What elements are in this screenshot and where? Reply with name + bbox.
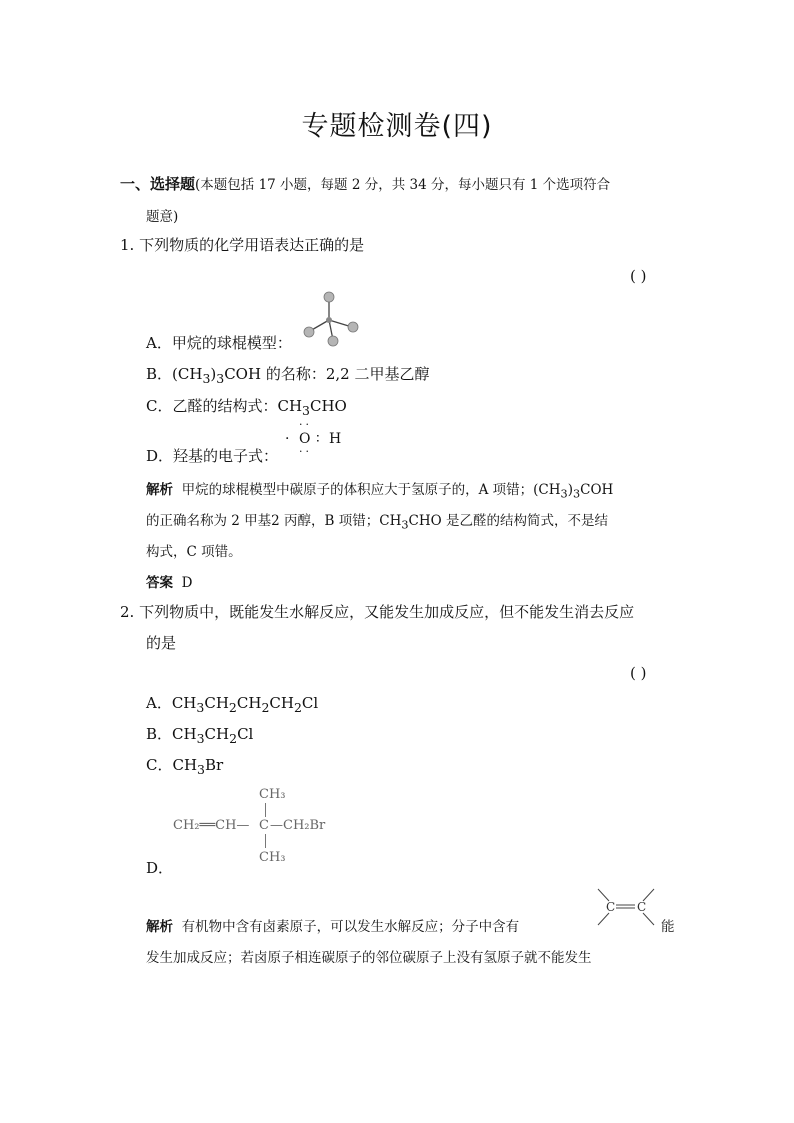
- q2-analysis-line2: 发生加成反应；若卤原子相连碳原子的邻位碳原子上没有氢原子就不能发生: [146, 950, 592, 966]
- analysis-text: CHO 是乙醛的结构简式，不是结: [408, 513, 609, 529]
- subscript: 3: [202, 371, 211, 386]
- answer-value: D: [181, 575, 193, 591]
- analysis-text: COH: [580, 482, 614, 498]
- q2-option-a: [146, 692, 318, 715]
- question-2-stem-cont: 的是: [146, 634, 177, 652]
- alkene-double-bond-symbol: [594, 885, 658, 929]
- subscript: 3: [216, 371, 225, 386]
- formula-part: C．CH: [146, 756, 198, 774]
- q2-option-b: [146, 723, 253, 746]
- analysis-text: 甲烷的球棍模型中碳原子的体积应大于氢原子的，A 项错；(CH: [181, 482, 561, 498]
- subscript: 3: [401, 518, 409, 532]
- subscript: 2: [261, 700, 270, 715]
- subscript: 3: [196, 700, 205, 715]
- formula-part: CH: [269, 694, 294, 712]
- question-text: 下列物质中，既能发生水解反应，又能发生加成反应，但不能发生消去反应: [139, 603, 635, 621]
- bond-line-bottom: [265, 834, 266, 848]
- subscript: 3: [560, 487, 568, 501]
- analysis-label: 解析: [146, 919, 173, 935]
- option-c-text: CHO: [310, 397, 347, 415]
- q1-option-c: [146, 395, 347, 418]
- alkene-carbon-right: C: [637, 900, 647, 914]
- formula-part: Cl: [301, 694, 319, 712]
- question-number: 2.: [120, 603, 135, 621]
- formula-part: B．CH: [146, 725, 197, 743]
- structure-main-left: CH₂══CH—: [173, 818, 250, 833]
- section-heading: [120, 173, 610, 194]
- structure-bottom-methyl: CH₃: [259, 850, 286, 865]
- unpaired-electron: ·: [285, 431, 290, 447]
- shared-pair: ∶: [316, 431, 320, 447]
- formula-part: Br: [205, 756, 224, 774]
- section-note-cont: 题意): [146, 209, 179, 225]
- subscript: 2: [293, 700, 302, 715]
- formula-part: CH: [204, 725, 230, 743]
- analysis-text: ): [567, 482, 573, 498]
- lone-pair-dots: ··: [299, 445, 312, 458]
- question-text: 下列物质的化学用语表达正确的是: [139, 236, 365, 254]
- question-1-stem: [120, 234, 364, 255]
- bond-line-top: [265, 803, 266, 817]
- question-number: 1.: [120, 236, 135, 254]
- option-b-text: ): [210, 365, 217, 383]
- subscript: 3: [302, 403, 310, 418]
- q1-analysis-line3: 构式，C 项错。: [146, 544, 242, 560]
- option-c-text: C．乙醛的结构式：CH: [146, 397, 303, 415]
- question-2-stem: [120, 601, 634, 622]
- answer-paren: ( ): [630, 267, 647, 285]
- alkene-carbon-left: C: [606, 900, 616, 914]
- subscript: 2: [229, 731, 238, 746]
- q2-option-d-label: D．: [146, 859, 174, 877]
- formula-part: A．CH: [146, 694, 197, 712]
- structure-main-right: —CH₂Br: [270, 818, 326, 833]
- answer-label: 答案: [146, 575, 173, 591]
- hydroxyl-electron-formula: [283, 420, 353, 460]
- q1-answer: [146, 571, 192, 591]
- subscript: 2: [228, 700, 237, 715]
- q1-analysis-line2: [146, 509, 608, 532]
- page-title: 专题检测卷(四): [301, 111, 493, 142]
- formula-part: Cl: [237, 725, 254, 743]
- subscript: 3: [572, 487, 581, 501]
- formula-part: CH: [236, 694, 262, 712]
- q2-analysis-line1-end: 能: [661, 919, 675, 935]
- section-note: (本题包括 17 小题，每题 2 分，共 34 分，每小题只有 1 个选项符合: [195, 177, 611, 193]
- q1-option-a: A．甲烷的球棍模型：: [146, 334, 292, 352]
- q1-analysis-line1: [146, 478, 613, 501]
- oxygen-symbol: O: [299, 431, 311, 447]
- q1-option-b: [146, 363, 429, 386]
- hydrogen-symbol: H: [329, 431, 342, 447]
- structure-top-methyl: CH₃: [259, 787, 286, 802]
- option-b-text: COH 的名称：2,2 二甲基乙醇: [224, 365, 430, 383]
- answer-paren: ( ): [630, 664, 647, 682]
- subscript: 3: [197, 762, 205, 777]
- formula-part: CH: [204, 694, 229, 712]
- analysis-label: 解析: [146, 482, 173, 498]
- q2-option-c: [146, 754, 223, 777]
- analysis-text: 的正确名称为 2 甲基2 丙醇，B 项错；CH: [146, 513, 402, 529]
- lone-pair-dots: ··: [299, 418, 312, 431]
- section-title: 一、选择题: [120, 175, 196, 193]
- q1-option-d: D．羟基的电子式：: [146, 447, 279, 465]
- q2-analysis-line1: [146, 915, 519, 935]
- option-b-text: B．(CH: [146, 365, 203, 383]
- subscript: 3: [196, 731, 205, 746]
- methane-ball-stick-model: [296, 290, 366, 350]
- analysis-text: 有机物中含有卤素原子，可以发生水解反应；分子中含有: [181, 919, 520, 935]
- structure-center-carbon: C: [259, 818, 269, 833]
